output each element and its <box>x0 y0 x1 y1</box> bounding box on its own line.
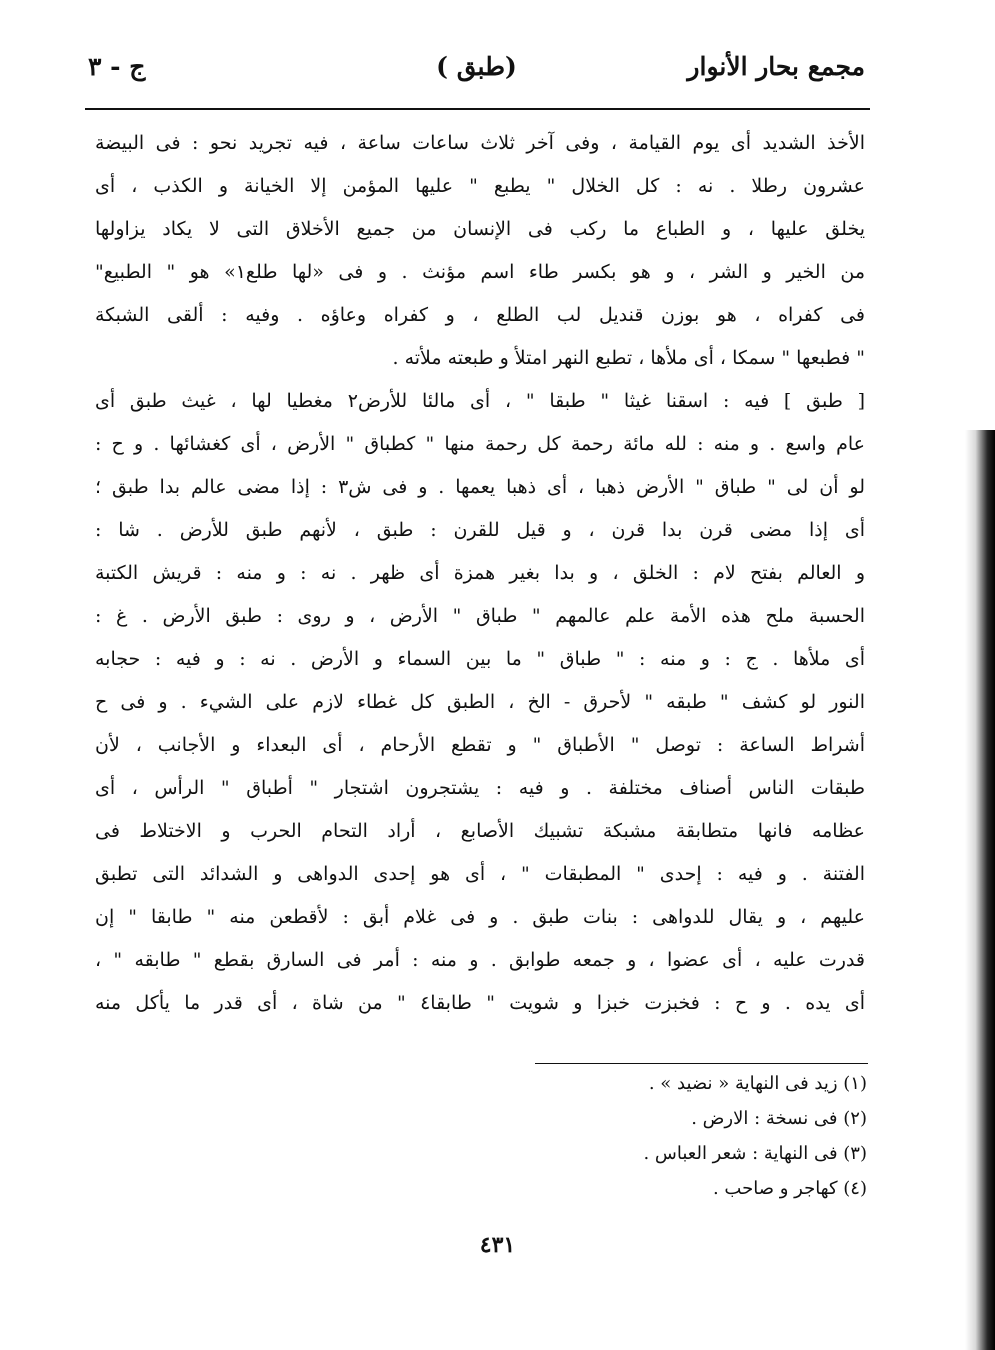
text-line: " فطبعها " سمكا ، أى ملأها ، تطبع النهر امتلأ و طبعته ملأته . <box>392 347 865 369</box>
footnote: (٤) كهاجر و صاحب . <box>712 1178 867 1199</box>
text-line: أى ملأها . ج : و منه : " طباق " ما بين السماء و الأرض . نه : و فيه : حجابه <box>95 648 865 670</box>
entry-heading: (طبق ) <box>436 52 517 81</box>
main-text <box>95 122 865 1025</box>
footnote: (١) زيد فى النهاية « نضيد » . <box>648 1073 867 1094</box>
footnote: (٣) فى النهاية : شعر العباس . <box>643 1143 867 1164</box>
text-line: الفتنة . و فيه : إحدى " المطبقات " ، أى هو إحدى الدواهى و الشدائد التى تطبق <box>95 863 865 885</box>
text-line: عام واسع . و منه : لله مائة رحمة كل رحمة منها " كطباق " الأرض ، أى كغشائها . و ح : <box>95 433 865 455</box>
page-number: ٤٣١ <box>479 1232 516 1258</box>
text-line: أى إذا مضى قرن بدا قرن ، و قيل للقرن : طبق ، لأنهم طبق للأرض . شا : <box>95 519 865 541</box>
text-line: فى كفراه ، هو بوزن قنديل لب الطلع ، و كفراه وعاؤه . وفيه : ألقى الشبكة <box>95 304 865 326</box>
page-header <box>88 52 865 96</box>
text-line: عشرون رطلا . نه : كل الخلال " يطبع " عليها المؤمن إلا الخيانة و الكذب ، أى <box>95 175 865 197</box>
text-line: من الخير و الشر ، و هو بكسر طاء اسم مؤنث . و فى «لها طلع١» هو " الطبيع" <box>95 261 865 283</box>
book-title: مجمع بحار الأنوار <box>687 52 865 81</box>
header-rule <box>85 108 870 110</box>
scan-page-edge <box>965 430 995 1350</box>
text-line: و العالم بفتح لام : الخلق ، و بدا بغير همزة أى ظهر . نه : و منه : قريش الكتبة <box>95 562 865 584</box>
text-line: قدرت عليه ، أى عضوا ، و جمعه طوابق . و منه : أمر فى السارق بقطع " طابقه " ، <box>95 949 865 971</box>
text-line: الأخذ الشديد أى يوم القيامة ، وفى آخر ثلاث ساعات ساعة ، فيه تجريد نحو : فى البيضة <box>95 132 865 154</box>
footnote-rule <box>535 1063 868 1064</box>
text-line: عظامه فانها متطابقة مشبكة تشبيك الأصابع ، أراد التحام الحرب و الاختلاط فى <box>95 820 865 842</box>
text-line: النور لو كشف " طبقه " لأحرق - الخ ، الطبق كل غطاء لازم على الشيء . و فى ح <box>95 691 865 713</box>
text-line: طبقات الناس أصناف مختلفة . و فيه : يشتجرون اشتجار " أطباق " الرأس ، أى <box>95 777 865 799</box>
text-line: يخلق عليها ، و الطباع ما ركب فى الإنسان من جميع الأخلاق التى لا يكاد يزاولها <box>95 218 865 240</box>
text-line: أشراط الساعة : توصل " الأطباق " و تقطع الأرحام ، أى البعداء و الأجانب ، لأن <box>95 734 865 756</box>
text-line: أى يده . و ح : فخبزت خبزا و شويت " طابقا٤ " من شاة ، أى قدر ما يأكل منه <box>95 992 865 1014</box>
footnote: (٢) فى نسخة : الارض . <box>691 1108 867 1129</box>
text-line: لو أن لى " طباق " الأرض ذهبا ، أى ذهبا يعمها . و فى ش٣ : إذا مضى عالم بدا طبق ؛ <box>95 476 865 498</box>
footnotes <box>467 1066 867 1206</box>
volume-label: ج - ٣ <box>88 52 146 81</box>
text-line: الحسبة ملح هذه الأمة علم عالمهم " طباق " الأرض ، و روى : طبق الأرض . غ : <box>95 605 865 627</box>
text-line: [ طبق ] فيه : اسقنا غيثا " طبقا " ، أى مالئا للأرض٢ مغطيا لها ، غيث طبق أى <box>95 390 865 412</box>
text-line: عليهم ، و يقال للدواهى : بنات طبق . و فى غلام أبق : لأقطعن منه " طابقا " إن <box>95 906 865 928</box>
